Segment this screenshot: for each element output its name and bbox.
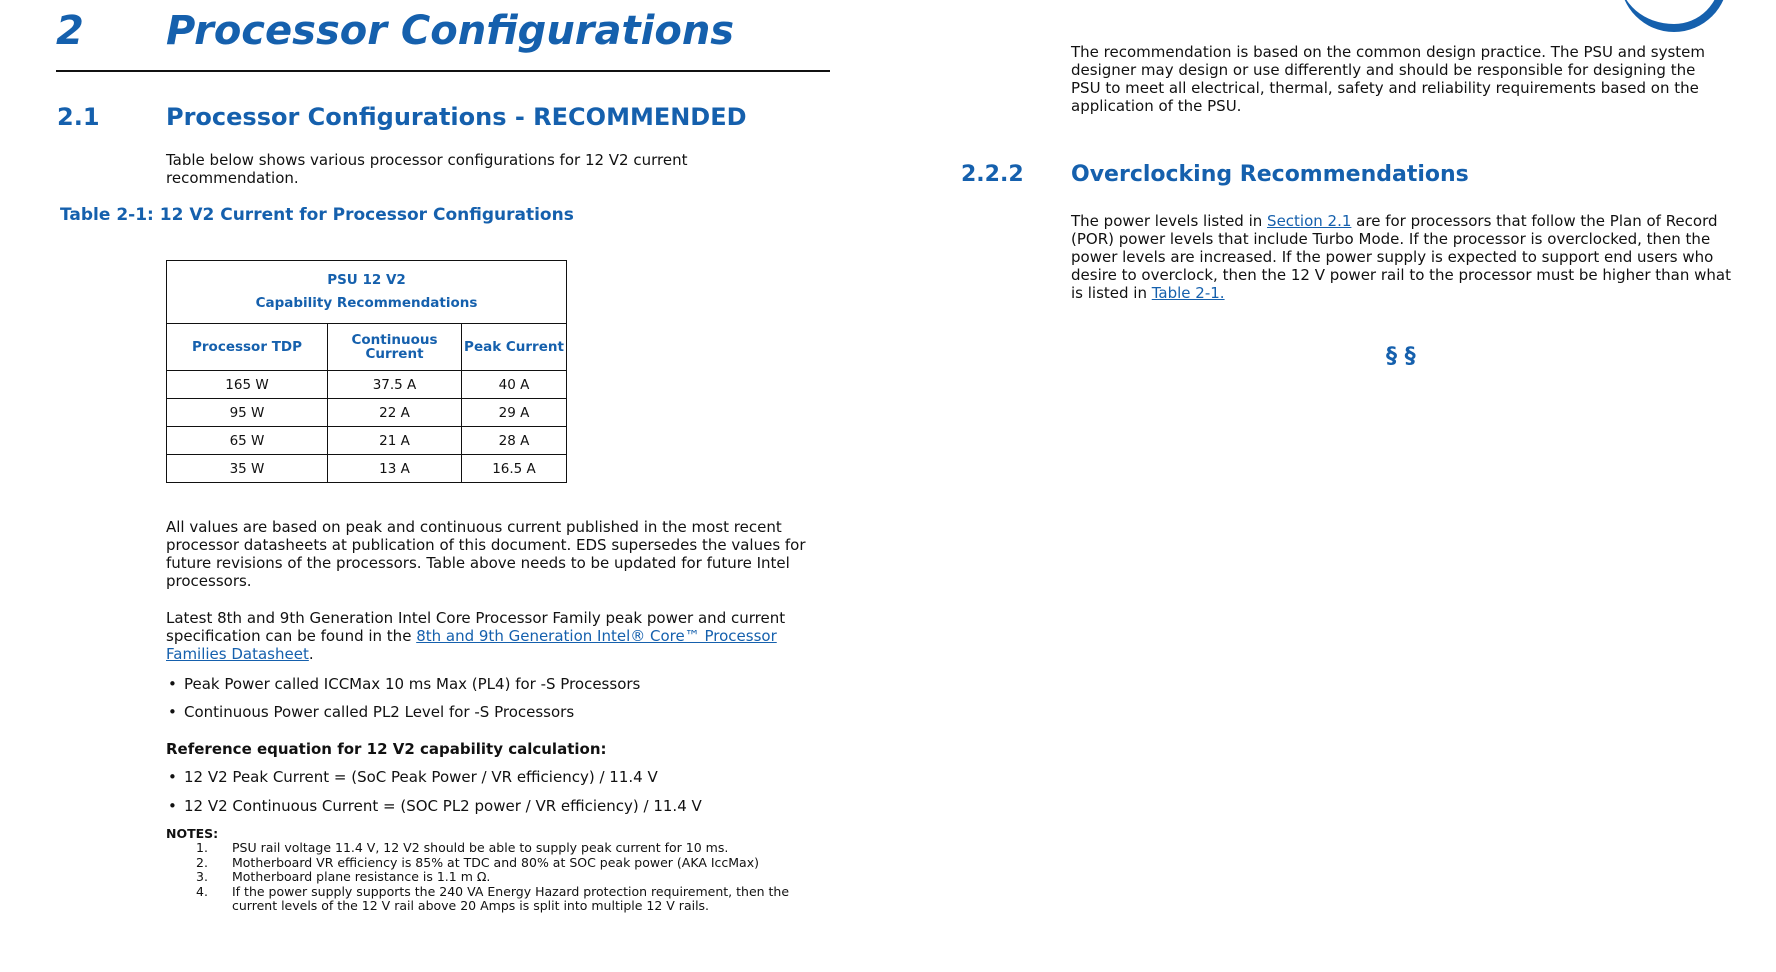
cell-continuous: 22 A [328, 399, 462, 427]
note-item [166, 885, 826, 914]
notes-label: NOTES: [166, 826, 219, 841]
note-text: Motherboard plane resistance is 1.1 m Ω. [232, 869, 491, 884]
table-2-1-link[interactable]: Table 2-1. [1151, 284, 1225, 302]
note-text: PSU rail voltage 11.4 V, 12 V2 should be able to supply peak current for 10 ms. [232, 840, 729, 855]
note-number: 3. [196, 869, 208, 884]
datasheet-paragraph-end: . [308, 645, 314, 663]
recommendation-paragraph: The recommendation is based on the common design practice. The PSU and system designer may design or use differently and should be responsible for designing the PSU to meet all electrical, thermal, safety and reliability requirements based on the application of the PSU. [1071, 43, 1705, 115]
col-header-peak: Peak Current [462, 324, 567, 371]
note-number: 2. [196, 854, 208, 870]
overclocking-text-middle: are for processors that follow the Plan of Record (POR) power levels that include Turbo Mode. If the processor is overclocked, then the power levels are increased. If the power supply is expected to support end users who desire to overclock, then the 12 V power rail to the processor must be higher than what is listed in [1071, 212, 1731, 302]
section-end-mark: § § [1386, 344, 1416, 369]
table-row [167, 371, 567, 399]
cell-tdp: 95 W [167, 399, 328, 427]
table-row [167, 399, 567, 427]
cell-tdp: 35 W [167, 455, 328, 483]
datasheet-paragraph-text: Latest 8th and 9th Generation Intel Core Processor Family peak power and current specification can be found in the [166, 609, 786, 645]
list-item: • 12 V2 Continuous Current = (SOC PL2 power / VR efficiency) / 11.4 V [166, 797, 816, 815]
cell-continuous: 37.5 A [328, 371, 462, 399]
values-paragraph: All values are based on peak and continuous current published in the most recent processor datasheets at publication of this document. EDS supersedes the values for future revisions of the processors. Table above needs to be updated for future Intel processors. [166, 518, 806, 590]
overclocking-paragraph [1071, 212, 1733, 302]
table-header-line2: Capability Recommendations [255, 295, 478, 311]
cell-peak: 16.5 A [462, 455, 567, 483]
chapter-title: Processor Configurations [166, 8, 735, 54]
section-2-1-intro: Table below shows various processor configurations for 12 V2 current recommendation. [166, 151, 688, 187]
equation-bullet-list [166, 768, 816, 815]
chapter-number: 2 [56, 8, 84, 54]
note-number: 4. [196, 883, 208, 899]
section-2-1-link[interactable]: Section 2.1 [1267, 212, 1352, 230]
list-item: • 12 V2 Peak Current = (SoC Peak Power / VR efficiency) / 11.4 V [166, 768, 816, 786]
note-number: 1. [196, 840, 208, 855]
note-text: Motherboard VR efficiency is 85% at TDC and 80% at SOC peak power (AKA IccMax) [232, 854, 759, 870]
note-item [166, 856, 826, 871]
table-row [167, 427, 567, 455]
power-bullet-list [166, 675, 816, 721]
section-2-1-title: Processor Configurations - RECOMMENDED [166, 103, 747, 131]
col-header-continuous: Continuous Current [328, 324, 462, 371]
cell-tdp: 65 W [167, 427, 328, 455]
overclocking-text-start: The power levels listed in [1071, 212, 1268, 230]
table-header-line1: PSU 12 V2 [327, 272, 406, 288]
logo-arc [1620, 0, 1728, 32]
col-header-tdp: Processor TDP [167, 324, 328, 371]
note-item [166, 870, 826, 885]
list-item: • Continuous Power called PL2 Level for -S Processors [166, 703, 816, 721]
cell-peak: 29 A [462, 399, 567, 427]
datasheet-paragraph [166, 609, 814, 663]
cell-continuous: 13 A [328, 455, 462, 483]
list-item: • Peak Power called ICCMax 10 ms Max (PL4) for -S Processors [166, 675, 816, 693]
section-2-2-2-number: 2.2.2 [961, 162, 1024, 187]
cell-peak: 28 A [462, 427, 567, 455]
notes-list [166, 841, 826, 914]
note-item [166, 841, 826, 856]
chapter-rule [56, 70, 830, 72]
note-text: If the power supply supports the 240 VA Energy Hazard protection requirement, then the current levels of the 12 V rail above 20 Amps is split into multiple 12 V rails. [232, 883, 790, 913]
reference-equation-heading: Reference equation for 12 V2 capability calculation: [166, 740, 607, 758]
section-2-1-number: 2.1 [57, 103, 100, 131]
cell-continuous: 21 A [328, 427, 462, 455]
cell-peak: 40 A [462, 371, 567, 399]
table-caption: Table 2-1: 12 V2 Current for Processor Configurations [60, 205, 574, 225]
table-row [167, 455, 567, 483]
section-2-2-2-title: Overclocking Recommendations [1071, 162, 1469, 187]
cell-tdp: 165 W [167, 371, 328, 399]
datasheet-link[interactable]: 8th and 9th Generation Intel® Core™ Processor Families Datasheet [166, 627, 777, 663]
processor-config-table [166, 260, 567, 483]
table-header-group [167, 261, 567, 324]
